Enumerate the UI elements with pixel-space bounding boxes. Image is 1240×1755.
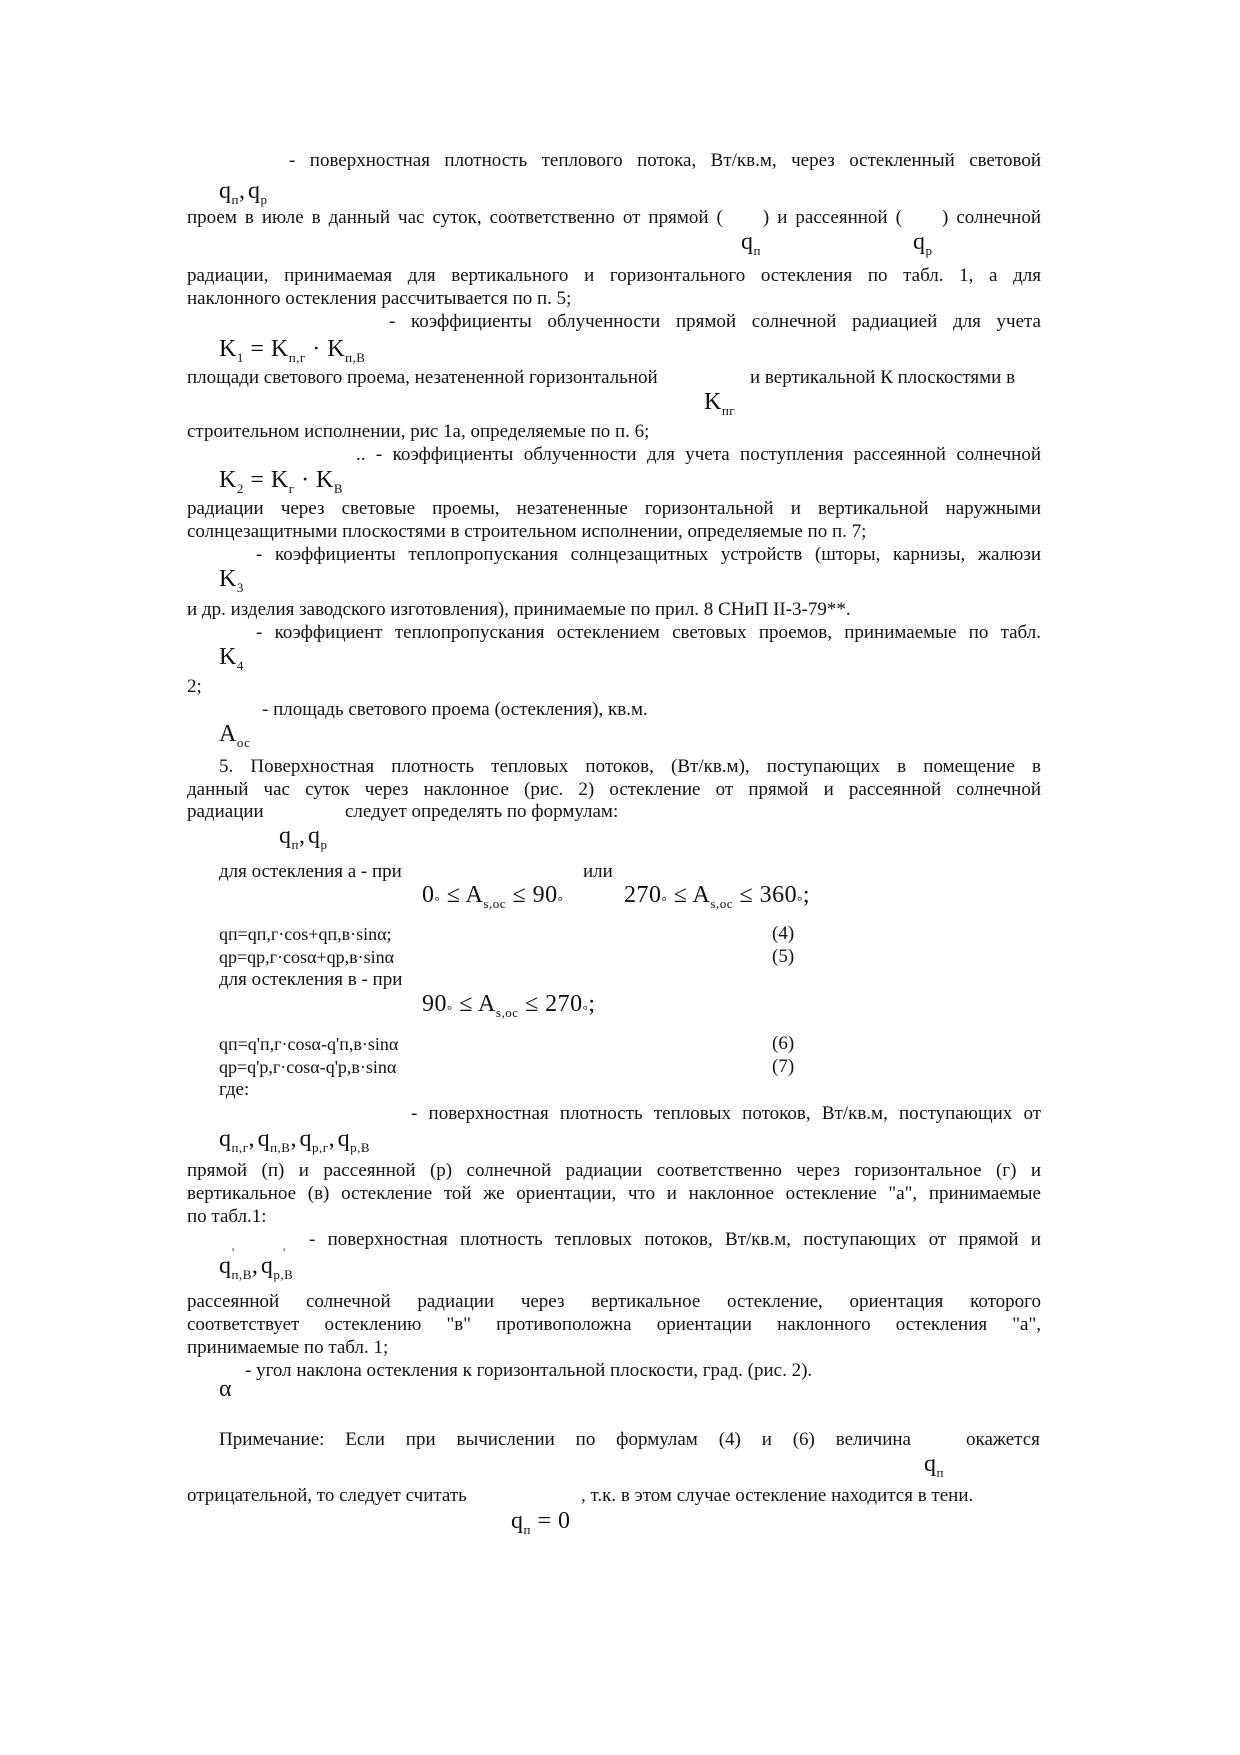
text-line: площади светового проема, незатененной горизонтальной [187, 367, 658, 388]
text-line: - поверхностная плотность тепловых потоков, Вт/кв.м, поступающих от прямой и [309, 1229, 1041, 1250]
note-text: , т.к. в этом случае остекление находится в тени. [581, 1485, 974, 1506]
formula-range-b: $90^\circ \le A_{s,oc} \le 270^\circ$; [422, 991, 596, 1020]
formula-qpg-set: $q_{п,г}$, $q_{п,В}$, $q_{р,г}$, $q_{р,В}$ [219, 1126, 370, 1155]
text-line: радиации через световые проемы, незатененные горизонтальной и вертикальной наружными [187, 498, 1041, 519]
formula-qp: $q_п$ [741, 229, 761, 258]
formula-aoc: $A_{ос}$ [219, 721, 251, 750]
formula-number: (6) [772, 1033, 795, 1054]
text-line: по табл.1: [187, 1206, 267, 1227]
formula-range-a1: $0^\circ \le A_{s,oc} \le 90^\circ$ [422, 882, 564, 911]
formula-qprime-set: $q_{п,В}$, $q_{р,В}$ [219, 1253, 294, 1282]
text-line: строительном исполнении, рис 1а, определяемые по п. 6; [187, 421, 650, 442]
text-line: радиации, принимаемая для вертикального и горизонтального остекления по табл. 1, а для [187, 265, 1041, 286]
text-line: - коэффициент теплопропускания остеклением световых проемов, принимаемые по табл. [256, 622, 1041, 643]
text-line: вертикальное (в) остекление той же ориентации, что и наклонное остекление "а", принимаемые [187, 1183, 1041, 1204]
formula-qp: $q_п$ [924, 1451, 944, 1480]
text-line: - коэффициенты теплопропускания солнцезащитных устройств (шторы, карнизы, жалюзи [256, 544, 1041, 565]
formula-kpg: $K_{пг}$ [704, 389, 736, 418]
text-line: следует определять по формулам: [345, 801, 619, 822]
formula-qr: $q_р$ [913, 229, 933, 258]
prime-mark: ' [232, 1245, 235, 1259]
note-text: отрицательной, то следует считать [187, 1485, 467, 1506]
text-line: соответствует остеклению "в" противоположна ориентации наклонного остекления "а", [187, 1314, 1041, 1335]
text-line: - коэффициенты облученности прямой солнечной радиацией для учета [389, 311, 1041, 332]
text-line: - поверхностная плотность теплового потока, Вт/кв.м, через остекленный световой [289, 150, 1041, 171]
formula-7: qр=q'р,г·cosα-q'р,в·sinα [219, 1057, 397, 1077]
text-line: - поверхностная плотность тепловых потоков, Вт/кв.м, поступающих от [411, 1103, 1041, 1124]
text-line: солнцезащитными плоскостями в строительном исполнении, определяемые по п. 7; [187, 521, 867, 542]
note-text: окажется [966, 1429, 1040, 1450]
note-text: Примечание: Если при вычислении по формулам (4) и (6) величина [219, 1429, 911, 1450]
text-line: для остекления в - при [219, 969, 403, 990]
text-line: радиации [187, 801, 264, 822]
text-line: или [583, 861, 613, 882]
formula-4: qп=qп,г·cos+qп,в·sinα; [219, 924, 392, 944]
text-line: и вертикальной К плоскостями в [750, 367, 1016, 388]
formula-k4: $K_4$ [219, 644, 244, 673]
formula-number: (4) [772, 923, 795, 944]
formula-k3: $K_3$ [219, 566, 244, 595]
formula-5: qр=qр,г·cosα+qр,в·sinα [219, 947, 395, 967]
text-line: .. - коэффициенты облученности для учета поступления рассеянной солнечной [356, 444, 1041, 465]
text-line: проем в июле в данный час суток, соответственно от прямой ( ) и рассеянной ( ) солнечной [187, 207, 1041, 228]
text-line: данный час суток через наклонное (рис. 2) остекление от прямой и рассеянной солнечной [187, 779, 1041, 800]
formula-qp-zero: $q_п = 0$ [511, 1508, 571, 1537]
formula-6: qп=q'п,г·cosα-q'п,в·sinα [219, 1034, 399, 1054]
formula-qp-qr: $q_п$, $q_р$ [219, 178, 268, 207]
text-line: - угол наклона остекления к горизонтальной плоскости, град. (рис. 2). [245, 1360, 813, 1381]
text-line: принимаемые по табл. 1; [187, 1337, 389, 1358]
formula-alpha: α [219, 1376, 233, 1402]
text-line: 5. Поверхностная плотность тепловых потоков, (Вт/кв.м), поступающих в помещение в [219, 756, 1041, 777]
formula-k2: $K_2 = K_г \cdot K_В$ [219, 467, 344, 496]
text-line: где: [219, 1079, 250, 1100]
formula-number: (5) [772, 946, 795, 967]
text-line: - площадь светового проема (остекления), кв.м. [262, 699, 648, 720]
text-line: и др. изделия заводского изготовления), принимаемые по прил. 8 СНиП II-3-79**. [187, 599, 851, 620]
formula-k1: $K_1 = K_{п,г} \cdot K_{п,В}$ [219, 336, 366, 365]
text-line: наклонного остекления рассчитывается по п. 5; [187, 288, 572, 309]
prime-mark: ' [283, 1245, 286, 1259]
text-line: рассеянной солнечной радиации через вертикальное остекление, ориентация которого [187, 1291, 1041, 1312]
text-line: прямой (п) и рассеянной (р) солнечной радиации соответственно через горизонтальное (г) и [187, 1160, 1041, 1181]
text-line: 2; [187, 676, 202, 697]
formula-number: (7) [772, 1056, 795, 1077]
formula-range-a2: $270^\circ \le A_{s,oc} \le 360^\circ$; [624, 882, 811, 911]
text-line: для остекления а - при [219, 861, 402, 882]
formula-qp-qr: $q_п$, $q_р$ [279, 823, 328, 852]
